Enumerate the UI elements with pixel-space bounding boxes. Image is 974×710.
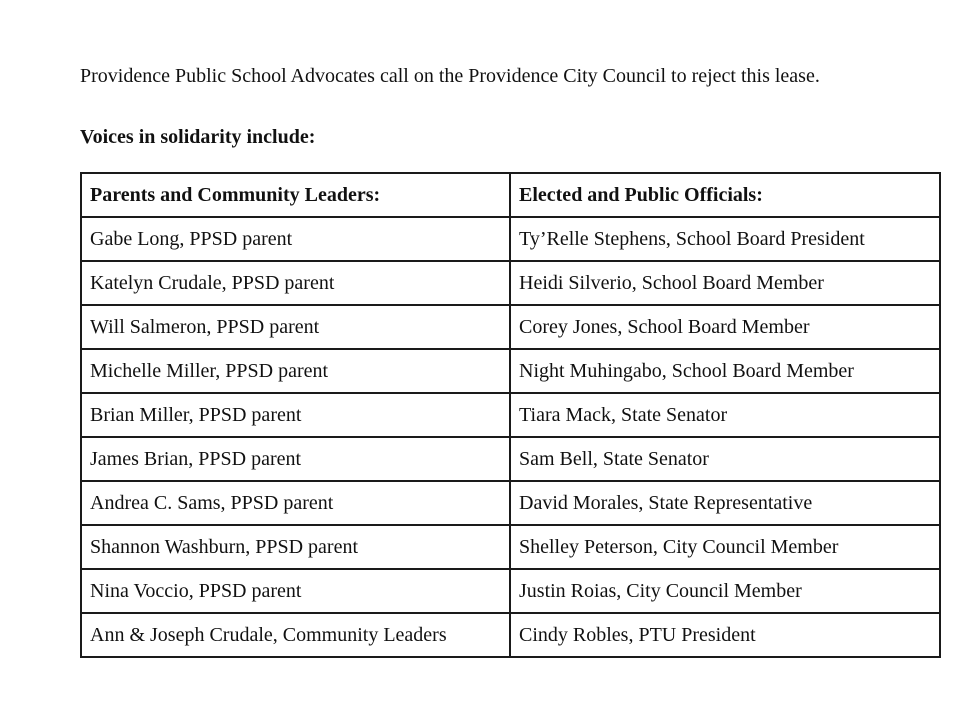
official-cell: Cindy Robles, PTU President	[510, 613, 940, 657]
table-row	[81, 393, 940, 437]
parent-cell: Katelyn Crudale, PPSD parent	[81, 261, 510, 305]
table-header-row	[81, 173, 940, 217]
parent-cell: Gabe Long, PPSD parent	[81, 217, 510, 261]
official-cell: Shelley Peterson, City Council Member	[510, 525, 940, 569]
parent-cell: Will Salmeron, PPSD parent	[81, 305, 510, 349]
table-row	[81, 481, 940, 525]
solidarity-table	[80, 172, 941, 658]
table-row	[81, 305, 940, 349]
parent-cell: James Brian, PPSD parent	[81, 437, 510, 481]
parent-cell: Michelle Miller, PPSD parent	[81, 349, 510, 393]
parent-cell: Shannon Washburn, PPSD parent	[81, 525, 510, 569]
table-row	[81, 613, 940, 657]
table-row	[81, 261, 940, 305]
official-cell: Justin Roias, City Council Member	[510, 569, 940, 613]
official-cell: Ty’Relle Stephens, School Board President	[510, 217, 940, 261]
table-row	[81, 437, 940, 481]
header-elected-public-officials: Elected and Public Officials:	[510, 173, 940, 217]
parent-cell: Ann & Joseph Crudale, Community Leaders	[81, 613, 510, 657]
table-row	[81, 525, 940, 569]
parent-cell: Brian Miller, PPSD parent	[81, 393, 510, 437]
official-cell: Tiara Mack, State Senator	[510, 393, 940, 437]
table-row	[81, 349, 940, 393]
header-parents-community-leaders: Parents and Community Leaders:	[81, 173, 510, 217]
official-cell: Corey Jones, School Board Member	[510, 305, 940, 349]
parent-cell: Nina Voccio, PPSD parent	[81, 569, 510, 613]
official-cell: Night Muhingabo, School Board Member	[510, 349, 940, 393]
intro-paragraph: Providence Public School Advocates call on the Providence City Council to reject this lease.	[80, 65, 820, 87]
table-row	[81, 217, 940, 261]
official-cell: David Morales, State Representative	[510, 481, 940, 525]
official-cell: Heidi Silverio, School Board Member	[510, 261, 940, 305]
official-cell: Sam Bell, State Senator	[510, 437, 940, 481]
parent-cell: Andrea C. Sams, PPSD parent	[81, 481, 510, 525]
solidarity-heading: Voices in solidarity include:	[80, 126, 316, 148]
table-row	[81, 569, 940, 613]
